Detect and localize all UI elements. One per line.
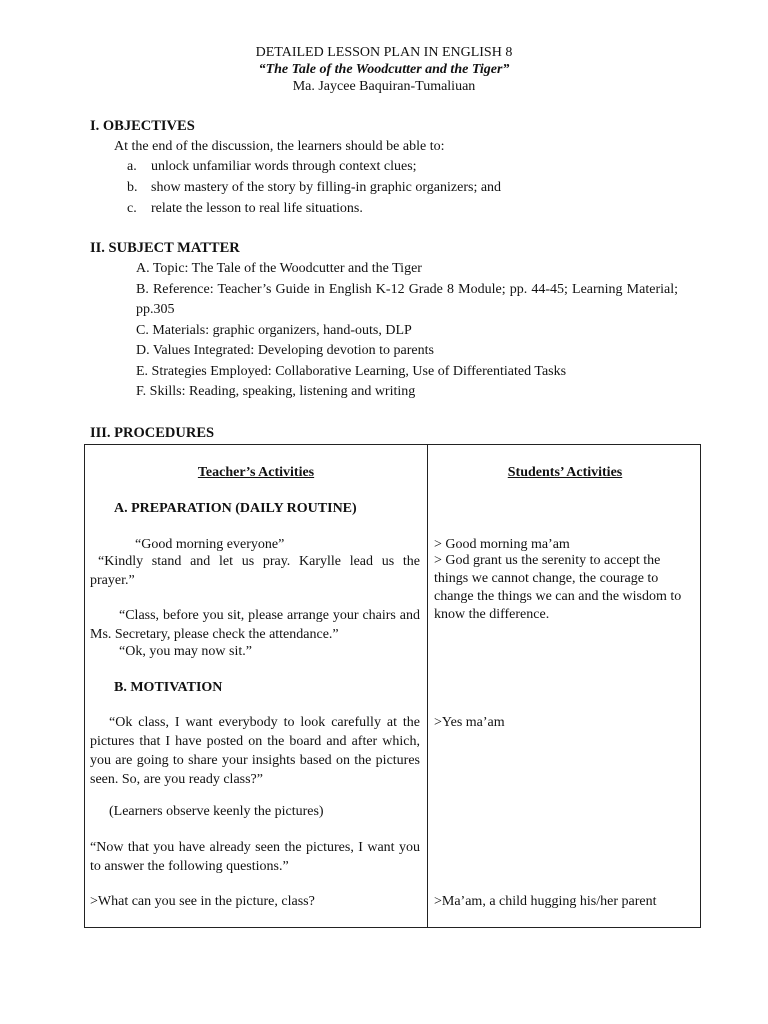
- subject-matter-skills: F. Skills: Reading, speaking, listening and writing: [136, 384, 416, 399]
- teacher-observe-note: (Learners observe keenly the pictures): [109, 804, 324, 819]
- objective-item: [127, 178, 501, 199]
- objectives-heading: I. OBJECTIVES: [90, 118, 195, 134]
- subject-matter-values: D. Values Integrated: Developing devotion to parents: [136, 343, 434, 358]
- subject-matter-materials: C. Materials: graphic organizers, hand-outs, DLP: [136, 322, 412, 338]
- lesson-title: “The Tale of the Woodcutter and the Tiger”: [258, 62, 510, 77]
- teacher-activities-header: Teacher’s Activities: [197, 465, 315, 480]
- teacher-look-pictures: “Ok class, I want everybody to look carefully at the pictures that I have posted on the board and after which, you are going to share your insights based on the pictures seen. So, are you ready class?”: [90, 715, 420, 787]
- objective-letter: b.: [127, 180, 138, 195]
- objective-text: unlock unfamiliar words through context clues;: [151, 159, 417, 174]
- objective-text: relate the lesson to real life situations.: [151, 201, 363, 216]
- student-good-morning: > Good morning ma’am: [434, 537, 570, 552]
- objective-letter: a.: [127, 159, 137, 174]
- teacher-good-morning: “Good morning everyone”: [135, 537, 285, 552]
- objective-item: [127, 157, 501, 178]
- preparation-title: A. PREPARATION (DAILY ROUTINE): [114, 501, 357, 516]
- subject-matter-strategies: E. Strategies Employed: Collaborative Learning, Use of Differentiated Tasks: [136, 363, 567, 379]
- objective-text: show mastery of the story by filling-in graphic organizers; and: [151, 180, 502, 195]
- document-header: [0, 44, 768, 95]
- teacher-activities-column: [85, 445, 428, 928]
- objectives-intro: At the end of the discussion, the learners should be able to:: [114, 139, 445, 154]
- teacher-sit: “Ok, you may now sit.”: [119, 644, 252, 659]
- subject-matter-list: [136, 259, 678, 403]
- document-title: DETAILED LESSON PLAN IN ENGLISH 8: [255, 45, 513, 60]
- motivation-title: B. MOTIVATION: [114, 680, 223, 695]
- author-name: Ma. Jaycee Baquiran-Tumaliuan: [292, 79, 476, 94]
- students-activities-column: [428, 445, 701, 928]
- objective-item: [127, 199, 501, 220]
- objectives-list: [127, 157, 501, 220]
- students-activities-header: Students’ Activities: [507, 465, 623, 480]
- subject-matter-reference: B. Reference: Teacher’s Guide in English K-12 Grade 8 Module; pp. 44-45; Learning Material; pp.305: [136, 281, 678, 317]
- subject-matter-topic: A. Topic: The Tale of the Woodcutter and the Tiger: [136, 261, 422, 276]
- procedures-table: [84, 444, 701, 928]
- teacher-question: >What can you see in the picture, class?: [90, 894, 315, 909]
- teacher-now-questions: “Now that you have already seen the pictures, I want you to answer the following questions.”: [90, 840, 420, 874]
- student-yes: >Yes ma’am: [434, 715, 505, 730]
- student-answer: >Ma’am, a child hugging his/her parent: [434, 894, 657, 909]
- table-row: [85, 445, 701, 928]
- student-prayer: > God grant us the serenity to accept the things we cannot change, the courage to change the things we can and the wisdom to know the difference.: [434, 553, 682, 622]
- objective-letter: c.: [127, 201, 137, 216]
- subject-matter-heading: II. SUBJECT MATTER: [90, 240, 240, 256]
- teacher-arrange-chairs: “Class, before you sit, please arrange your chairs and Ms. Secretary, please check the attendance.”: [90, 608, 420, 642]
- procedures-heading: III. PROCEDURES: [90, 425, 215, 441]
- teacher-prayer-request: “Kindly stand and let us pray. Karylle lead us the prayer.”: [90, 554, 420, 588]
